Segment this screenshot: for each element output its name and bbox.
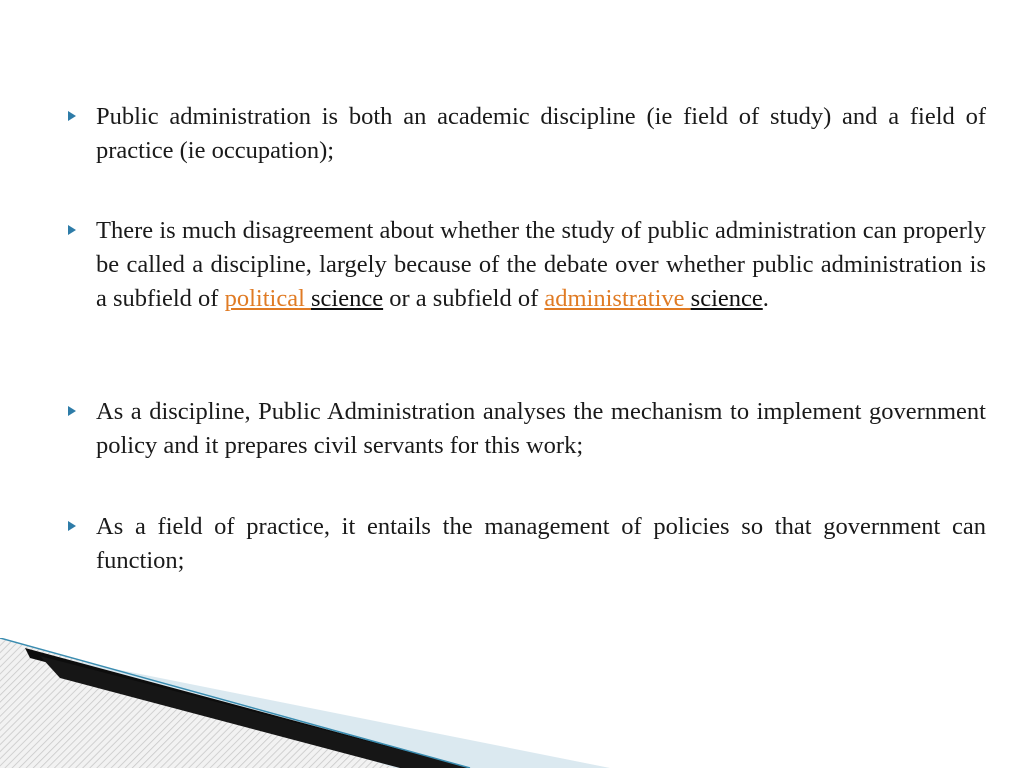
bullet-text (96, 214, 986, 316)
bullet-text-part: There is much disagreement about whether the study of public administration can properly be called a discipline, largely because of the debate over whether public administration is a subfield of (96, 217, 986, 312)
triangle-bullet-icon (68, 521, 76, 531)
decorative-corner-swoosh (0, 638, 1024, 768)
bullet-item (60, 395, 986, 463)
bullet-text: As a field of practice, it entails the management of policies so that government can function; (96, 513, 986, 574)
bullet-item (60, 214, 986, 316)
political-link[interactable]: political (224, 285, 312, 312)
administrative-link[interactable]: administrative (544, 285, 691, 312)
bullet-item (60, 100, 986, 168)
political-science-link[interactable]: science (311, 285, 384, 312)
bullet-item (60, 510, 986, 578)
bullet-text: As a discipline, Public Administration analyses the mechanism to implement government policy and it prepares civil servants for this work; (96, 398, 986, 459)
bullet-text-part: or a subfield of (383, 285, 545, 312)
triangle-bullet-icon (68, 111, 76, 121)
bullet-text: Public administration is both an academic discipline (ie field of study) and a field of practice (ie occupation); (96, 103, 986, 164)
administrative-science-link[interactable]: science (690, 285, 763, 312)
triangle-bullet-icon (68, 406, 76, 416)
bullet-text-part: . (762, 285, 769, 312)
triangle-bullet-icon (68, 225, 76, 235)
